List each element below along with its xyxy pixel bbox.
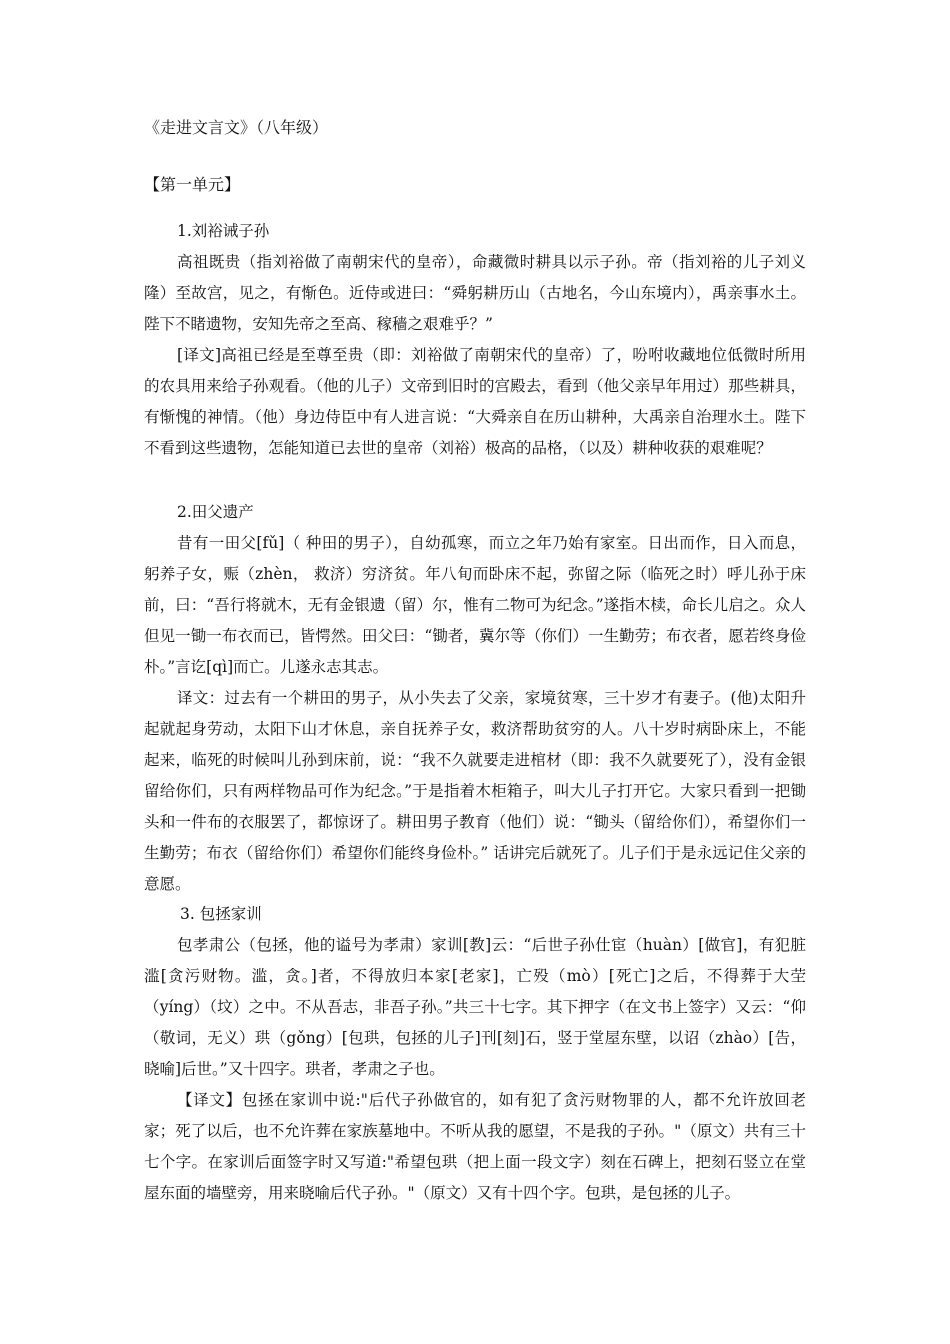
section-tianfu: [144, 497, 806, 900]
document-title: 《走进文言文》（八年级）: [144, 118, 329, 137]
section-liuyu: [144, 216, 806, 464]
translation-paragraph: 【译文】包拯在家训中说:"后代子孙做官的，如有犯了贪污财物罪的人，都不允许放回老家；死了以后，也不允许葬在家族墓地中。不听从我的愿望，不是我的子孙。"（原文）共有三十七个字。在家训后面签字时又写道:"希望包珙（把上面一段文字）刻在石碑上，把刻石竖立在堂屋东面的墙壁旁，用来晓喻后代子孙。"（原文）又有十四个字。包珙，是包拯的儿子。: [144, 1091, 806, 1202]
original-text-paragraph: 高祖既贵（指刘裕做了南朝宋代的皇帝），命藏微时耕具以示子孙。帝（指刘裕的儿子刘义隆）至故宫，见之，有惭色。近侍或进曰：“舜躬耕历山（古地名，今山东境内），禹亲事水土。陛下不睹遗物，安知先帝之至高、稼穑之艰难乎？”: [144, 253, 806, 333]
original-text-paragraph: 昔有一田父[fǔ]（ 种田的男子），自幼孤寒，而立之年乃始有家室。日出而作，日入而息，躬养子女，赈（zhèn， 救济）穷济贫。年八旬而卧床不起，弥留之际（临死之时）呼儿孙于床前，曰：“吾行将就木，无有金银遗（留）尔，惟有二物可为纪念。”遂指木椟，命长儿启之。众人但见一锄一布衣而已，皆愕然。田父曰：“锄者，冀尔等（你们）一生勤劳；布衣者，愿若终身俭朴。”言讫[qì]而亡。儿遂永志其志。: [144, 534, 806, 676]
unit-heading: 【第一单元】: [144, 175, 241, 194]
section-title: 1.刘裕诫子孙: [177, 222, 270, 240]
section-title: 2.田父遗产: [177, 503, 254, 521]
translation-paragraph: [译文]高祖已经是至尊至贵（即：刘裕做了南朝宋代的皇帝）了，吩咐收藏地位低微时所用的农具用来给子孙观看。（他的儿子）文帝到旧时的宫殿去，看到（他父亲早年用过）那些耕具，有惭愧的神情。（他）身边侍臣中有人进言说：“大舜亲自在历山耕种，大禹亲自治理水土。陛下不看到这些遗物，怎能知道已去世的皇帝（刘裕）极高的品格，（以及）耕种收获的艰难呢？: [144, 346, 806, 457]
original-text-paragraph: 包孝肃公（包拯，他的谥号为孝肃）家训[教]云：“后世子孙仕宦（huàn）[做官]，有犯脏滥[贪污财物。滥，贪。]者，不得放归本家[老家]，亡殁（mò）[死亡]之后，不得葬于大茔（yíng）（坟）之中。不从吾志，非吾子孙。”共三十七字。其下押字（在文书上签字）又云：“仰（敬词，无义）珙（gǒng）[包珙，包拯的儿子]刊[刻]石，竖于堂屋东壁，以诏（zhào）[告，晓喻]后世。”又十四字。珙者，孝肃之子也。: [144, 936, 806, 1078]
section-baozheng: [144, 899, 806, 1209]
translation-paragraph: 译文：过去有一个耕田的男子，从小失去了父亲，家境贫寒，三十岁才有妻子。(他)太阳升起就起身劳动，太阳下山才休息，亲自抚养子女，救济帮助贫穷的人。八十岁时病卧床上，不能起来，临死的时候叫儿孙到床前，说：“我不久就要走进棺材（即：我不久就要死了），没有金银留给你们，只有两样物品可作为纪念。”于是指着木柜箱子，叫大儿子打开它。大家只看到一把锄头和一件布的衣服罢了，都惊讶了。耕田男子教育（他们）说：“锄头（留给你们），希望你们一生勤劳；布衣（留给你们）希望你们能终身俭朴。” 话讲完后就死了。儿子们于是永远记住父亲的意愿。: [144, 689, 806, 893]
section-title: 3. 包拯家训: [180, 905, 262, 923]
